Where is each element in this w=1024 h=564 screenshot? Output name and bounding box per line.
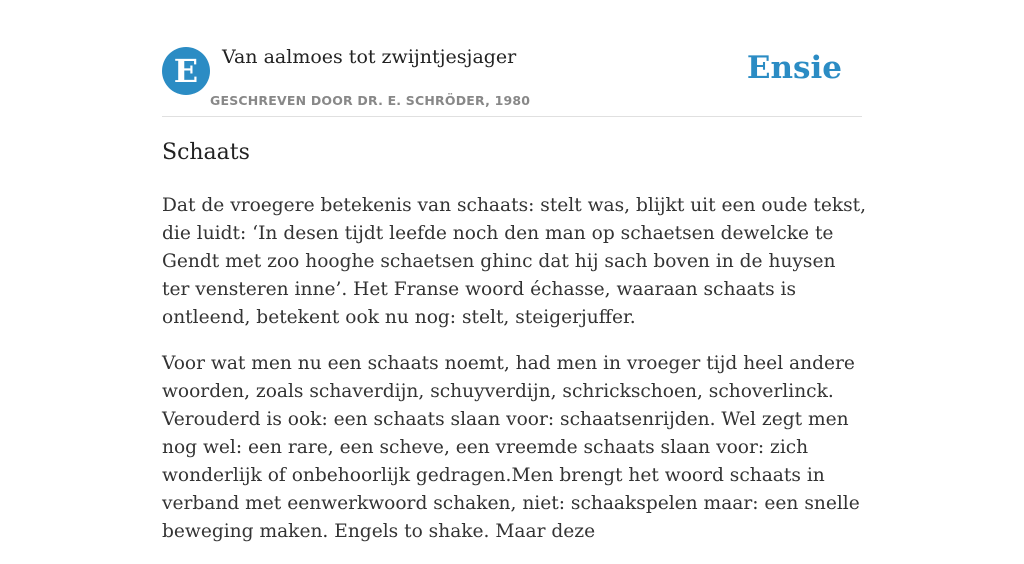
header [162, 0, 862, 117]
article-body [162, 192, 867, 564]
paragraph: Voor wat men nu een schaats noemt, had men in vroeger tijd heel andere woorden, zoals schaverdijn, schuyverdijn, schrickschoen, schoverlinck. Verouderd is ook: een schaats slaan voor: schaatsenrijden. Wel zegt men nog wel: een rare, een scheve, een vreemde schaats slaan voor: zich wonderlijk of onbehoorlijk gedragen.Men brengt het woord schaats in verband met eenwerkwoord schaken, niet: schaakspelen maar: een snelle beweging maken. Engels to shake. Maar deze [162, 353, 860, 542]
ensie-logo-icon[interactable]: E [162, 47, 210, 95]
brand-link[interactable]: Ensie [746, 50, 842, 86]
byline: GESCHREVEN DOOR DR. E. SCHRÖDER, 1980 [210, 93, 531, 108]
book-title[interactable]: Van aalmoes tot zwijntjesjager [222, 46, 517, 68]
page-title: Schaats [162, 140, 250, 165]
paragraph: Dat de vroegere betekenis van schaats: stelt was, blijkt uit een oude tekst, die luidt: ‘In desen tijdt leefde noch den man op schaetsen dewelcke te Gendt met zoo hooghe schaetsen ghinc dat hij sach boven in de huysen ter vensteren inne’. Het Franse woord échasse, waaraan schaats is ontleend, betekent ook nu nog: stelt, steigerjuffer. [162, 195, 867, 328]
